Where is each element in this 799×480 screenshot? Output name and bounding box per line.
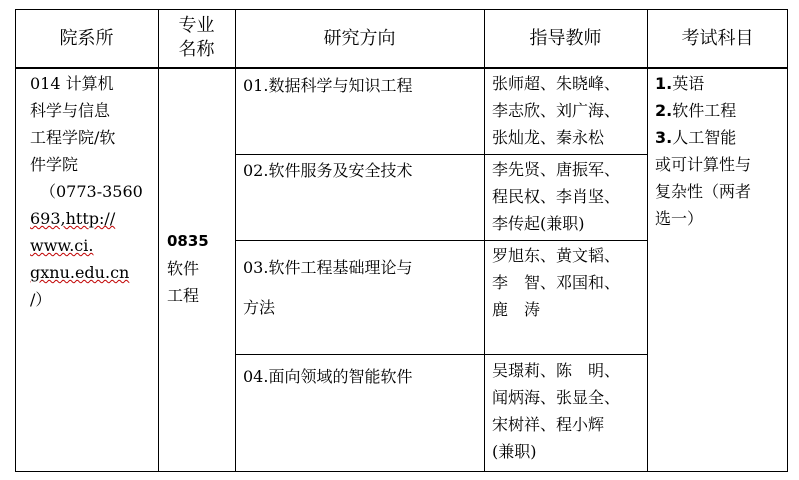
department-line: 014 计算机 bbox=[30, 74, 114, 93]
advisor-line: 吴璟莉、陈 明、 bbox=[492, 361, 621, 380]
advisors-04 bbox=[492, 357, 644, 465]
advisor-line: 李传起(兼职) bbox=[492, 214, 585, 233]
exam-subject-line: 3.人工智能 bbox=[655, 128, 737, 147]
department-line: 工程学院/软 bbox=[30, 128, 116, 147]
header-exam: 考试科目 bbox=[681, 28, 754, 49]
direction-label: 01.数据科学与知识工程 bbox=[243, 76, 413, 95]
header-advisor: 指导教师 bbox=[529, 28, 602, 49]
direction-label: 02.软件服务及安全技术 bbox=[243, 161, 413, 180]
row-divider-1 bbox=[235, 154, 647, 155]
advisor-line: 张师超、朱晓峰、 bbox=[492, 74, 621, 93]
major-name-line2: 工程 bbox=[167, 286, 200, 305]
advisor-line: 张灿龙、秦永松 bbox=[492, 128, 605, 147]
header-divider bbox=[15, 67, 788, 69]
header-department: 院系所 bbox=[59, 28, 114, 49]
department-url-line[interactable]: www.ci. bbox=[30, 236, 94, 255]
advisor-line: 程民权、李肖坚、 bbox=[492, 187, 621, 206]
advisor-line: (兼职) bbox=[492, 442, 537, 461]
department-url-line[interactable]: 693,http:// bbox=[30, 209, 116, 228]
exam-subject-line: 或可计算性与 bbox=[655, 155, 752, 174]
department-line: 件学院 bbox=[30, 155, 79, 174]
direction-02 bbox=[243, 157, 479, 184]
advisor-line: 闻炳海、张显全、 bbox=[492, 388, 621, 407]
major-cell bbox=[167, 228, 237, 309]
department-line: /） bbox=[30, 290, 52, 309]
major-code: 0835 bbox=[167, 232, 209, 250]
header-major bbox=[158, 14, 235, 62]
direction-label: 04.面向领域的智能软件 bbox=[243, 367, 413, 386]
advisors-02 bbox=[492, 156, 644, 237]
advisor-line: 李先贤、唐振军、 bbox=[492, 160, 621, 179]
department-url-line[interactable]: gxnu.edu.cn bbox=[30, 263, 130, 282]
department-cell bbox=[30, 70, 160, 313]
advisor-line: 李志欣、刘广海、 bbox=[492, 101, 621, 120]
advisor-line: 宋树祥、程小辉 bbox=[492, 415, 605, 434]
row-divider-2 bbox=[235, 240, 647, 241]
exam-subject-line: 2.软件工程 bbox=[655, 101, 737, 120]
direction-label: 03.软件工程基础理论与 bbox=[243, 258, 413, 277]
header-major-line2: 名称 bbox=[178, 39, 215, 60]
direction-04 bbox=[243, 363, 479, 390]
department-line: 科学与信息 bbox=[30, 101, 111, 120]
advisors-03 bbox=[492, 242, 644, 323]
direction-01 bbox=[243, 72, 479, 99]
major-name-line1: 软件 bbox=[167, 259, 200, 278]
header-major-line1: 专业 bbox=[178, 15, 215, 36]
direction-label: 方法 bbox=[243, 298, 276, 317]
direction-03 bbox=[243, 248, 479, 328]
row-divider-3 bbox=[235, 354, 647, 355]
advisor-line: 罗旭东、黄文韬、 bbox=[492, 246, 621, 265]
header-direction: 研究方向 bbox=[323, 28, 396, 49]
advisors-01 bbox=[492, 70, 644, 151]
exam-subject-line: 1.英语 bbox=[655, 74, 705, 93]
col-divider-3 bbox=[484, 9, 485, 472]
exam-subject-line: 复杂性（两者 bbox=[655, 182, 752, 201]
advisor-line: 鹿 涛 bbox=[492, 300, 541, 319]
col-divider-4 bbox=[647, 9, 648, 472]
department-phone: （0773-3560 bbox=[40, 182, 143, 201]
advisor-line: 李 智、邓国和、 bbox=[492, 273, 621, 292]
exam-subject-line: 选一） bbox=[655, 209, 704, 228]
exam-subjects-cell bbox=[655, 70, 785, 232]
